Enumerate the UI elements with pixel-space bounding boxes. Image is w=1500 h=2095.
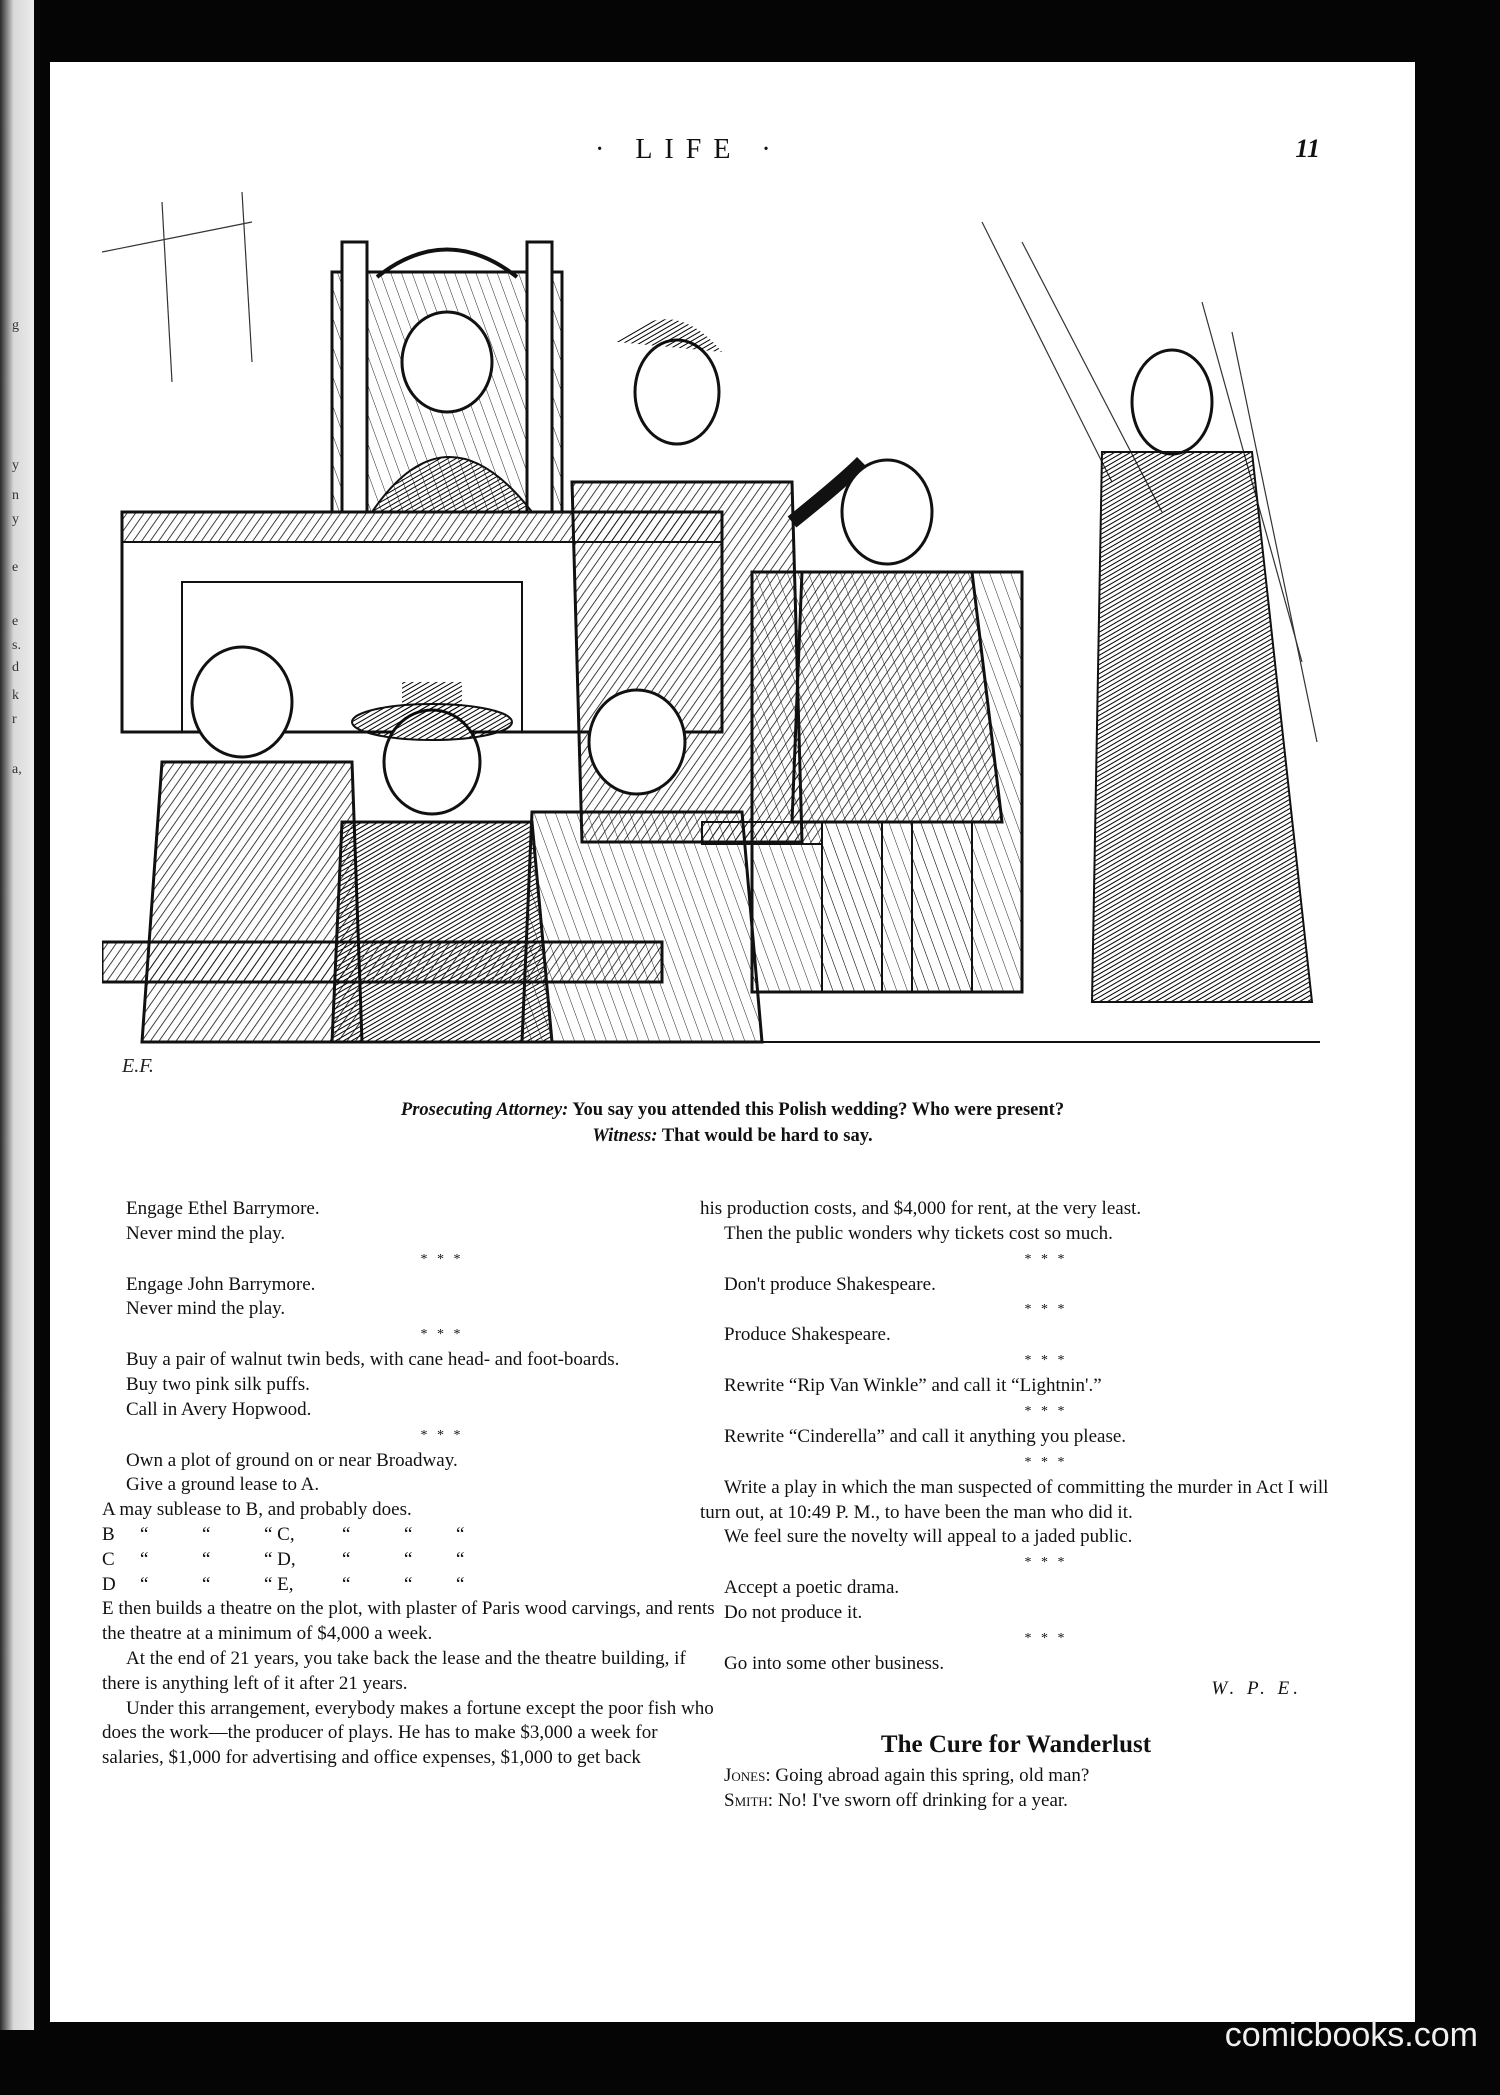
article-line: Buy two pink silk puffs. [126,1373,310,1395]
running-head: · LIFE · [595,134,783,165]
ditto-cell: “ [404,1548,413,1570]
article-paragraph: E then builds a theatre on the plot, with plaster of Paris wood carvings, and rents the theatre at a minimum of $4,000 a week. [102,1598,715,1645]
article-line: Rewrite “Rip Van Winkle” and call it “Lightnin'.” [724,1375,1102,1397]
article-paragraph: At the end of 21 years, you take back the lease and the theatre building, if there is anything left of it after 21 years. [102,1647,686,1694]
section-separator: * * * [1024,1555,1068,1571]
watermark: comicbooks.com [1224,2016,1478,2054]
magazine-page [50,62,1415,2022]
joke-line [700,1789,1332,1814]
joke-title: The Cure for Wanderlust [880,1731,1152,1759]
ditto-cell: “ [202,1573,211,1595]
fragment: e [12,560,19,575]
article-line: Call in Avery Hopwood. [126,1398,312,1420]
ditto-cell: “ [140,1548,149,1570]
ditto-cell: “ [456,1523,465,1545]
article-line: Never mind the play. [126,1222,286,1244]
ditto-cell: B [102,1523,115,1545]
caption-speaker-1: Prosecuting Attorney: [400,1100,569,1120]
courtroom-drawing-icon [102,182,1320,1082]
fragment: e [12,614,19,629]
ditto-cell: “ [456,1548,465,1570]
fragment: s. [12,638,21,653]
fragment: g [12,318,19,333]
article-paragraph: Under this arrangement, everybody makes a fortune except the poor fish who does the work—the producer of plays. He has to make $3,000 a week for salaries, $1,000 for advertising and office expenses, $1,000 to get back [102,1697,714,1769]
ditto-cell: C [102,1548,115,1570]
article-line: Rewrite “Cinderella” and call it anything you please. [724,1425,1127,1447]
article-line: Never mind the play. [126,1298,286,1320]
ditto-cell: “ [342,1523,351,1545]
article-line: Give a ground lease to A. [126,1474,320,1496]
fragment: y [12,512,19,527]
article-line: Engage John Barrymore. [126,1273,316,1295]
ditto-row [102,1523,496,1548]
ditto-cell: “ [140,1523,149,1545]
ditto-cell: “ [342,1548,351,1570]
article-line: Buy a pair of walnut twin beds, with cane head- and foot-boards. [126,1349,620,1371]
caption-speaker-2: Witness: [592,1126,658,1146]
article-line: Engage Ethel Barrymore. [126,1198,320,1219]
adjacent-page-edge [0,0,34,2030]
joke-text: No! I've sworn off drinking for a year. [777,1789,1068,1811]
article-column-left [102,1197,722,1771]
courtroom-illustration [102,182,1320,1082]
section-separator: * * * [1024,1403,1068,1419]
joke-speaker: Smith: [724,1789,774,1811]
section-separator: * * * [420,1427,464,1443]
article-line: Produce Shakespeare. [724,1324,891,1346]
section-separator: * * * [1024,1251,1068,1267]
article-line: Go into some other business. [724,1652,945,1674]
ditto-cell: “ [404,1573,413,1595]
section-separator: * * * [420,1251,464,1267]
ditto-cell: D [102,1573,116,1595]
author-signature: W. P. E. [1211,1677,1302,1699]
fragment: y [12,458,19,473]
article-line: We feel sure the novelty will appeal to a jaded public. [724,1526,1133,1548]
article-line: A may sublease to B, and probably does. [102,1499,412,1521]
fragment: d [12,660,19,675]
ditto-cell: “ [342,1573,351,1595]
illustration-caption [50,1097,1415,1149]
section-separator: * * * [420,1327,464,1343]
fragment: k [12,688,19,703]
ditto-cell: “ [456,1573,465,1595]
article-line: Accept a poetic drama. [724,1577,900,1599]
ditto-cell: “ C, [264,1523,295,1545]
ditto-cell: “ [202,1548,211,1570]
ditto-cell: “ E, [264,1573,294,1595]
joke-speaker: Jones: [724,1765,771,1787]
ditto-cell: “ D, [264,1548,296,1570]
article-line: Do not produce it. [724,1601,863,1623]
joke-text: Going abroad again this spring, old man? [775,1765,1090,1787]
section-separator: * * * [1024,1302,1068,1318]
fragment: n [12,488,19,503]
page-number: 11 [1295,134,1320,163]
article-paragraph: Write a play in which the man suspected of committing the murder in Act I will turn out, at 10:49 P. M., to have been the man who did it. [700,1476,1329,1523]
artist-signature: E.F. [122,1055,154,1077]
ditto-row [102,1573,496,1598]
section-separator: * * * [1024,1630,1068,1646]
ditto-table [102,1523,496,1597]
section-separator: * * * [1024,1353,1068,1369]
article-line: Own a plot of ground on or near Broadway. [126,1449,458,1471]
caption-line-1: You say you attended this Polish wedding? Who were present? [572,1100,1065,1120]
fragment: a, [12,762,22,777]
page-header [50,134,1415,174]
joke-line [700,1764,1332,1789]
ditto-row [102,1548,496,1573]
fragment: r [12,712,17,727]
section-separator: * * * [1024,1454,1068,1470]
ditto-cell: “ [404,1523,413,1545]
article-line: his production costs, and $4,000 for rent, at the very least. [700,1198,1142,1219]
ditto-cell: “ [202,1523,211,1545]
article-line: Then the public wonders why tickets cost so much. [724,1222,1113,1244]
article-line: Don't produce Shakespeare. [724,1273,936,1295]
ditto-cell: “ [140,1573,149,1595]
caption-line-2: That would be hard to say. [661,1126,873,1146]
article-column-right [700,1197,1332,1814]
